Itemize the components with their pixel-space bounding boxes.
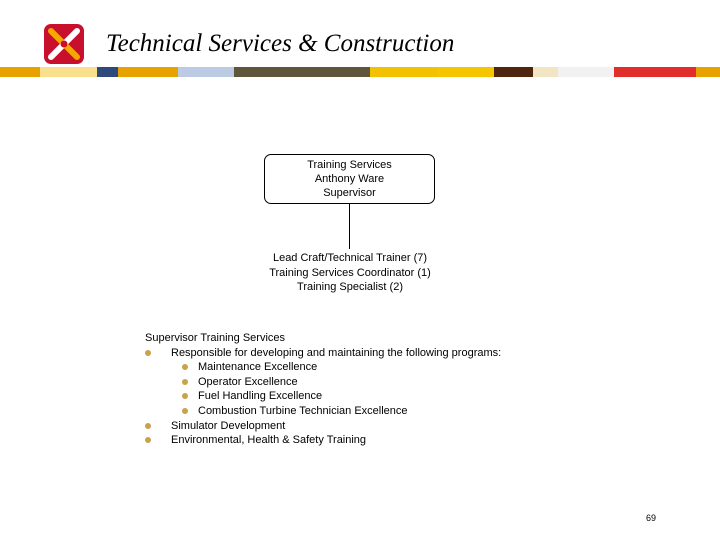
bullet-dot bbox=[182, 379, 188, 385]
bullet-text: Responsible for developing and maintaining the following programs: bbox=[171, 346, 502, 359]
top-box-name: Anthony Ware bbox=[314, 173, 385, 185]
bullet-text: Fuel Handling Excellence bbox=[198, 390, 323, 403]
stripe-segment bbox=[438, 67, 494, 77]
bullet-dot bbox=[182, 408, 188, 414]
bullet-dot bbox=[182, 393, 188, 399]
subordinate-role: Training Services Coordinator (1) bbox=[269, 266, 431, 279]
bullet-text: Maintenance Excellence bbox=[198, 361, 318, 374]
stripe-segment bbox=[370, 67, 438, 77]
stripe-segment bbox=[614, 67, 696, 77]
bullet-text: Simulator Development bbox=[171, 419, 286, 432]
sub-bullet-item bbox=[145, 404, 501, 419]
sub-bullet-item bbox=[145, 360, 501, 375]
bullet-dot bbox=[182, 364, 188, 370]
bullet-item bbox=[145, 346, 501, 361]
stripe-segment bbox=[40, 67, 97, 77]
page-number: 69 bbox=[646, 513, 657, 523]
bullet-dot bbox=[145, 437, 151, 443]
sub-bullet-item bbox=[145, 389, 501, 404]
stripe-segment bbox=[178, 67, 234, 77]
org-chart-subordinates bbox=[230, 251, 470, 295]
stripe-segment bbox=[533, 67, 558, 77]
org-chart-top-box bbox=[264, 154, 435, 204]
bullet-text: Combustion Turbine Technician Excellence bbox=[198, 404, 408, 417]
org-chart-connector bbox=[349, 204, 350, 249]
stripe-segment bbox=[234, 67, 370, 77]
top-box-role: Supervisor bbox=[323, 187, 376, 199]
bullet-text: Environmental, Health & Safety Training bbox=[171, 434, 367, 447]
top-box-department: Training Services bbox=[307, 159, 392, 171]
page-title: Technical Services & Construction bbox=[106, 30, 455, 57]
description-heading: Supervisor Training Services bbox=[145, 332, 286, 344]
bullet-dot bbox=[145, 423, 151, 429]
role-description bbox=[145, 331, 501, 448]
subordinate-role: Lead Craft/Technical Trainer (7) bbox=[272, 252, 428, 264]
stripe-segment bbox=[696, 67, 720, 77]
bullet-dot bbox=[145, 350, 151, 356]
stripe-segment bbox=[0, 67, 40, 77]
stripe-segment bbox=[118, 67, 178, 77]
company-logo bbox=[44, 24, 84, 64]
sub-bullet-item bbox=[145, 375, 501, 390]
bullet-item bbox=[145, 433, 501, 448]
stripe-segment bbox=[558, 67, 614, 77]
header-color-stripe bbox=[0, 67, 720, 77]
stripe-segment bbox=[494, 67, 533, 77]
subordinate-role: Training Specialist (2) bbox=[297, 281, 403, 293]
bullet-item bbox=[145, 419, 501, 434]
bullet-text: Operator Excellence bbox=[198, 375, 298, 388]
stripe-segment bbox=[97, 67, 118, 77]
